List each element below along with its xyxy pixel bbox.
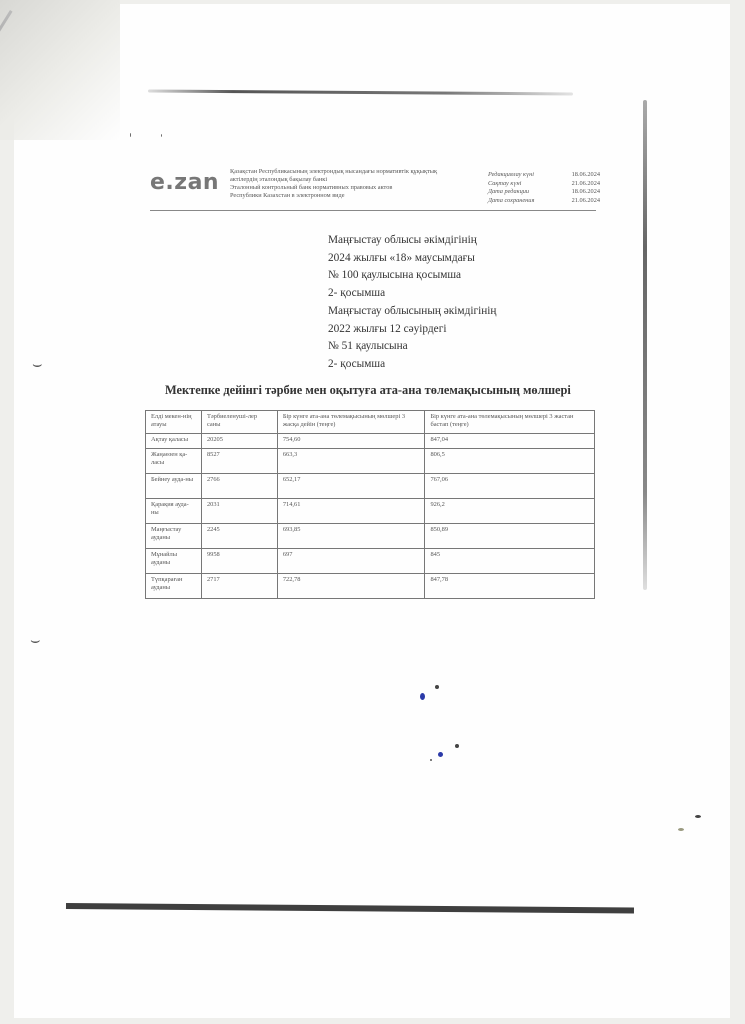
ink-speck (435, 685, 439, 689)
date-row: Сақтау күні 21.06.2024 (488, 179, 600, 187)
ink-speck (130, 133, 131, 137)
parent-fee-table (145, 410, 595, 599)
table-row: Жаңаөзен қа-ласы 8527 663,3 806,5 (146, 449, 595, 474)
document-title: Мектепке дейінгі тәрбие мен оқытуға ата-ана төлемақысының мөлшері (165, 383, 571, 397)
table-header-row (146, 411, 595, 434)
scan-streak-right (643, 100, 647, 590)
table-row: Бейнеу ауда-ны 2766 652,17 767,06 (146, 474, 595, 499)
annex-reference-2022: Маңғыстау облысының әкімдігінің 2022 жылғы 12 сәуірдегі № 51 қаулысына 2- қосымша (328, 305, 497, 370)
punch-hole-mark-icon: ⌣ (30, 632, 41, 649)
col-header-children-count: Тәрбиеленуші-лер саны (201, 411, 277, 434)
ezan-logo: e.zan (150, 170, 220, 195)
punch-hole-mark-icon: ⌣ (32, 356, 43, 373)
ink-speck (455, 744, 459, 748)
ink-speck (678, 828, 684, 831)
ink-speck (430, 759, 432, 761)
ezan-header (150, 168, 600, 216)
date-row: Дата сохранения 21.06.2024 (488, 196, 600, 204)
table-row: Ақтау қаласы 20205 754,60 847,04 (146, 434, 595, 449)
col-header-locality: Елді мекен-нің атауы (146, 411, 202, 434)
annex-reference-2024: Маңғыстау облысы әкімдігінің 2024 жылғы «18» маусымдағы № 100 қаулысына қосымша 2- қосымша (328, 234, 477, 299)
table-row: Түпқараған ауданы 2717 722,78 847,78 (146, 574, 595, 599)
ink-speck (695, 815, 701, 818)
date-row: Редакциялау күні 18.06.2024 (488, 171, 600, 178)
header-description: Қазақстан Республикасының электрондық нысандағы нормативтік құқықтық актілердің эталондық бақылау банкі Эталонный контрольный банк нормативных правовых актов Республики Казахстан в электронном виде (230, 168, 438, 199)
page-fold-shadow (0, 0, 120, 140)
date-row: Дата редакции 18.06.2024 (488, 188, 600, 195)
ink-speck (420, 693, 425, 700)
header-divider (150, 210, 596, 211)
ink-speck (161, 134, 162, 137)
table-row: Маңғыстау ауданы 2245 693,85 850,89 (146, 524, 595, 549)
table-row: Қарақия ауда-ны 2031 714,61 926,2 (146, 499, 595, 524)
table-row: Мұнайлы ауданы 9958 697 845 (146, 549, 595, 574)
header-dates (488, 171, 600, 205)
col-header-fee-under-3: Бір күнге ата-ана төлемақысының мөлшері 3 жасқа дейін (теңге) (277, 411, 425, 434)
ink-speck (438, 752, 443, 757)
col-header-fee-from-3: Бір күнге ата-ана төлемақысының мөлшері 3 жастан бастап (теңге) (425, 411, 595, 434)
